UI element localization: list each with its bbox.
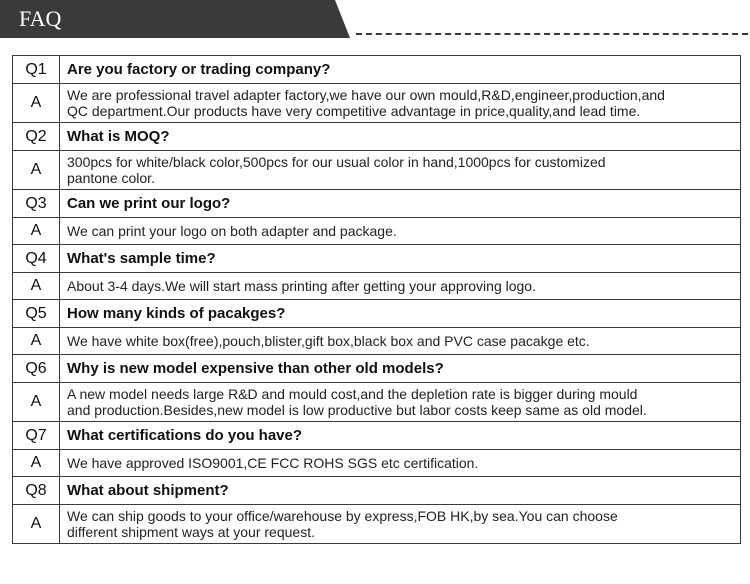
faq-table [12, 55, 741, 544]
question-text: Why is new model expensive than other old models? [60, 355, 741, 383]
faq-question-row [13, 123, 741, 151]
faq-answer-row [13, 505, 741, 544]
faq-answer-row [13, 450, 741, 477]
question-number: Q4 [13, 245, 60, 273]
question-text: What certifications do you have? [60, 422, 741, 450]
question-number: Q6 [13, 355, 60, 383]
answer-line: different shipment ways at your request. [67, 524, 315, 540]
answer-marker: A [13, 328, 60, 355]
answer-text [60, 84, 741, 123]
answer-text [60, 505, 741, 544]
faq-question-row [13, 355, 741, 383]
faq-header [0, 0, 750, 38]
page-title: FAQ [19, 6, 62, 31]
faq-question-row [13, 245, 741, 273]
faq-answer-row [13, 273, 741, 300]
question-text: What's sample time? [60, 245, 741, 273]
header-dashed-divider [356, 33, 748, 35]
answer-text [60, 273, 741, 300]
answer-text [60, 218, 741, 245]
faq-question-row [13, 300, 741, 328]
question-number: Q5 [13, 300, 60, 328]
faq-question-row [13, 422, 741, 450]
faq-question-row [13, 56, 741, 84]
question-text: What about shipment? [60, 477, 741, 505]
answer-line: We have approved ISO9001,CE FCC ROHS SGS etc certification. [67, 455, 479, 471]
answer-text [60, 151, 741, 190]
question-number: Q1 [13, 56, 60, 84]
answer-line: QC department.Our products have very competitive advantage in price,quality,and lead time. [67, 103, 641, 119]
question-number: Q8 [13, 477, 60, 505]
answer-line: 300pcs for white/black color,500pcs for our usual color in hand,1000pcs for customized [67, 154, 606, 170]
question-text: What is MOQ? [60, 123, 741, 151]
question-number: Q7 [13, 422, 60, 450]
answer-line: About 3-4 days.We will start mass printing after getting your approving logo. [67, 278, 536, 294]
answer-text [60, 450, 741, 477]
question-text: How many kinds of pacakges? [60, 300, 741, 328]
answer-marker: A [13, 84, 60, 123]
faq-answer-row [13, 84, 741, 123]
answer-line: pantone color. [67, 170, 155, 186]
faq-answer-row [13, 218, 741, 245]
answer-text [60, 383, 741, 422]
answer-line: We are professional travel adapter factory,we have our own mould,R&D,engineer,production,and [67, 87, 665, 103]
question-number: Q2 [13, 123, 60, 151]
answer-marker: A [13, 151, 60, 190]
question-number: Q3 [13, 190, 60, 218]
faq-answer-row [13, 328, 741, 355]
answer-line: and production.Besides,new model is low productive but labor costs keep same as old model. [67, 402, 647, 418]
answer-marker: A [13, 273, 60, 300]
question-text: Are you factory or trading company? [60, 56, 741, 84]
answer-marker: A [13, 505, 60, 544]
faq-question-row [13, 477, 741, 505]
answer-line: We can print your logo on both adapter and package. [67, 223, 397, 239]
question-text: Can we print our logo? [60, 190, 741, 218]
answer-marker: A [13, 450, 60, 477]
answer-line: We can ship goods to your office/warehouse by express,FOB HK,by sea.You can choose [67, 508, 618, 524]
answer-text [60, 328, 741, 355]
faq-question-row [13, 190, 741, 218]
answer-line: A new model needs large R&D and mould cost,and the depletion rate is bigger during mould [67, 386, 638, 402]
answer-marker: A [13, 218, 60, 245]
faq-answer-row [13, 383, 741, 422]
answer-line: We have white box(free),pouch,blister,gift box,black box and PVC case pacakge etc. [67, 333, 590, 349]
answer-marker: A [13, 383, 60, 422]
faq-answer-row [13, 151, 741, 190]
